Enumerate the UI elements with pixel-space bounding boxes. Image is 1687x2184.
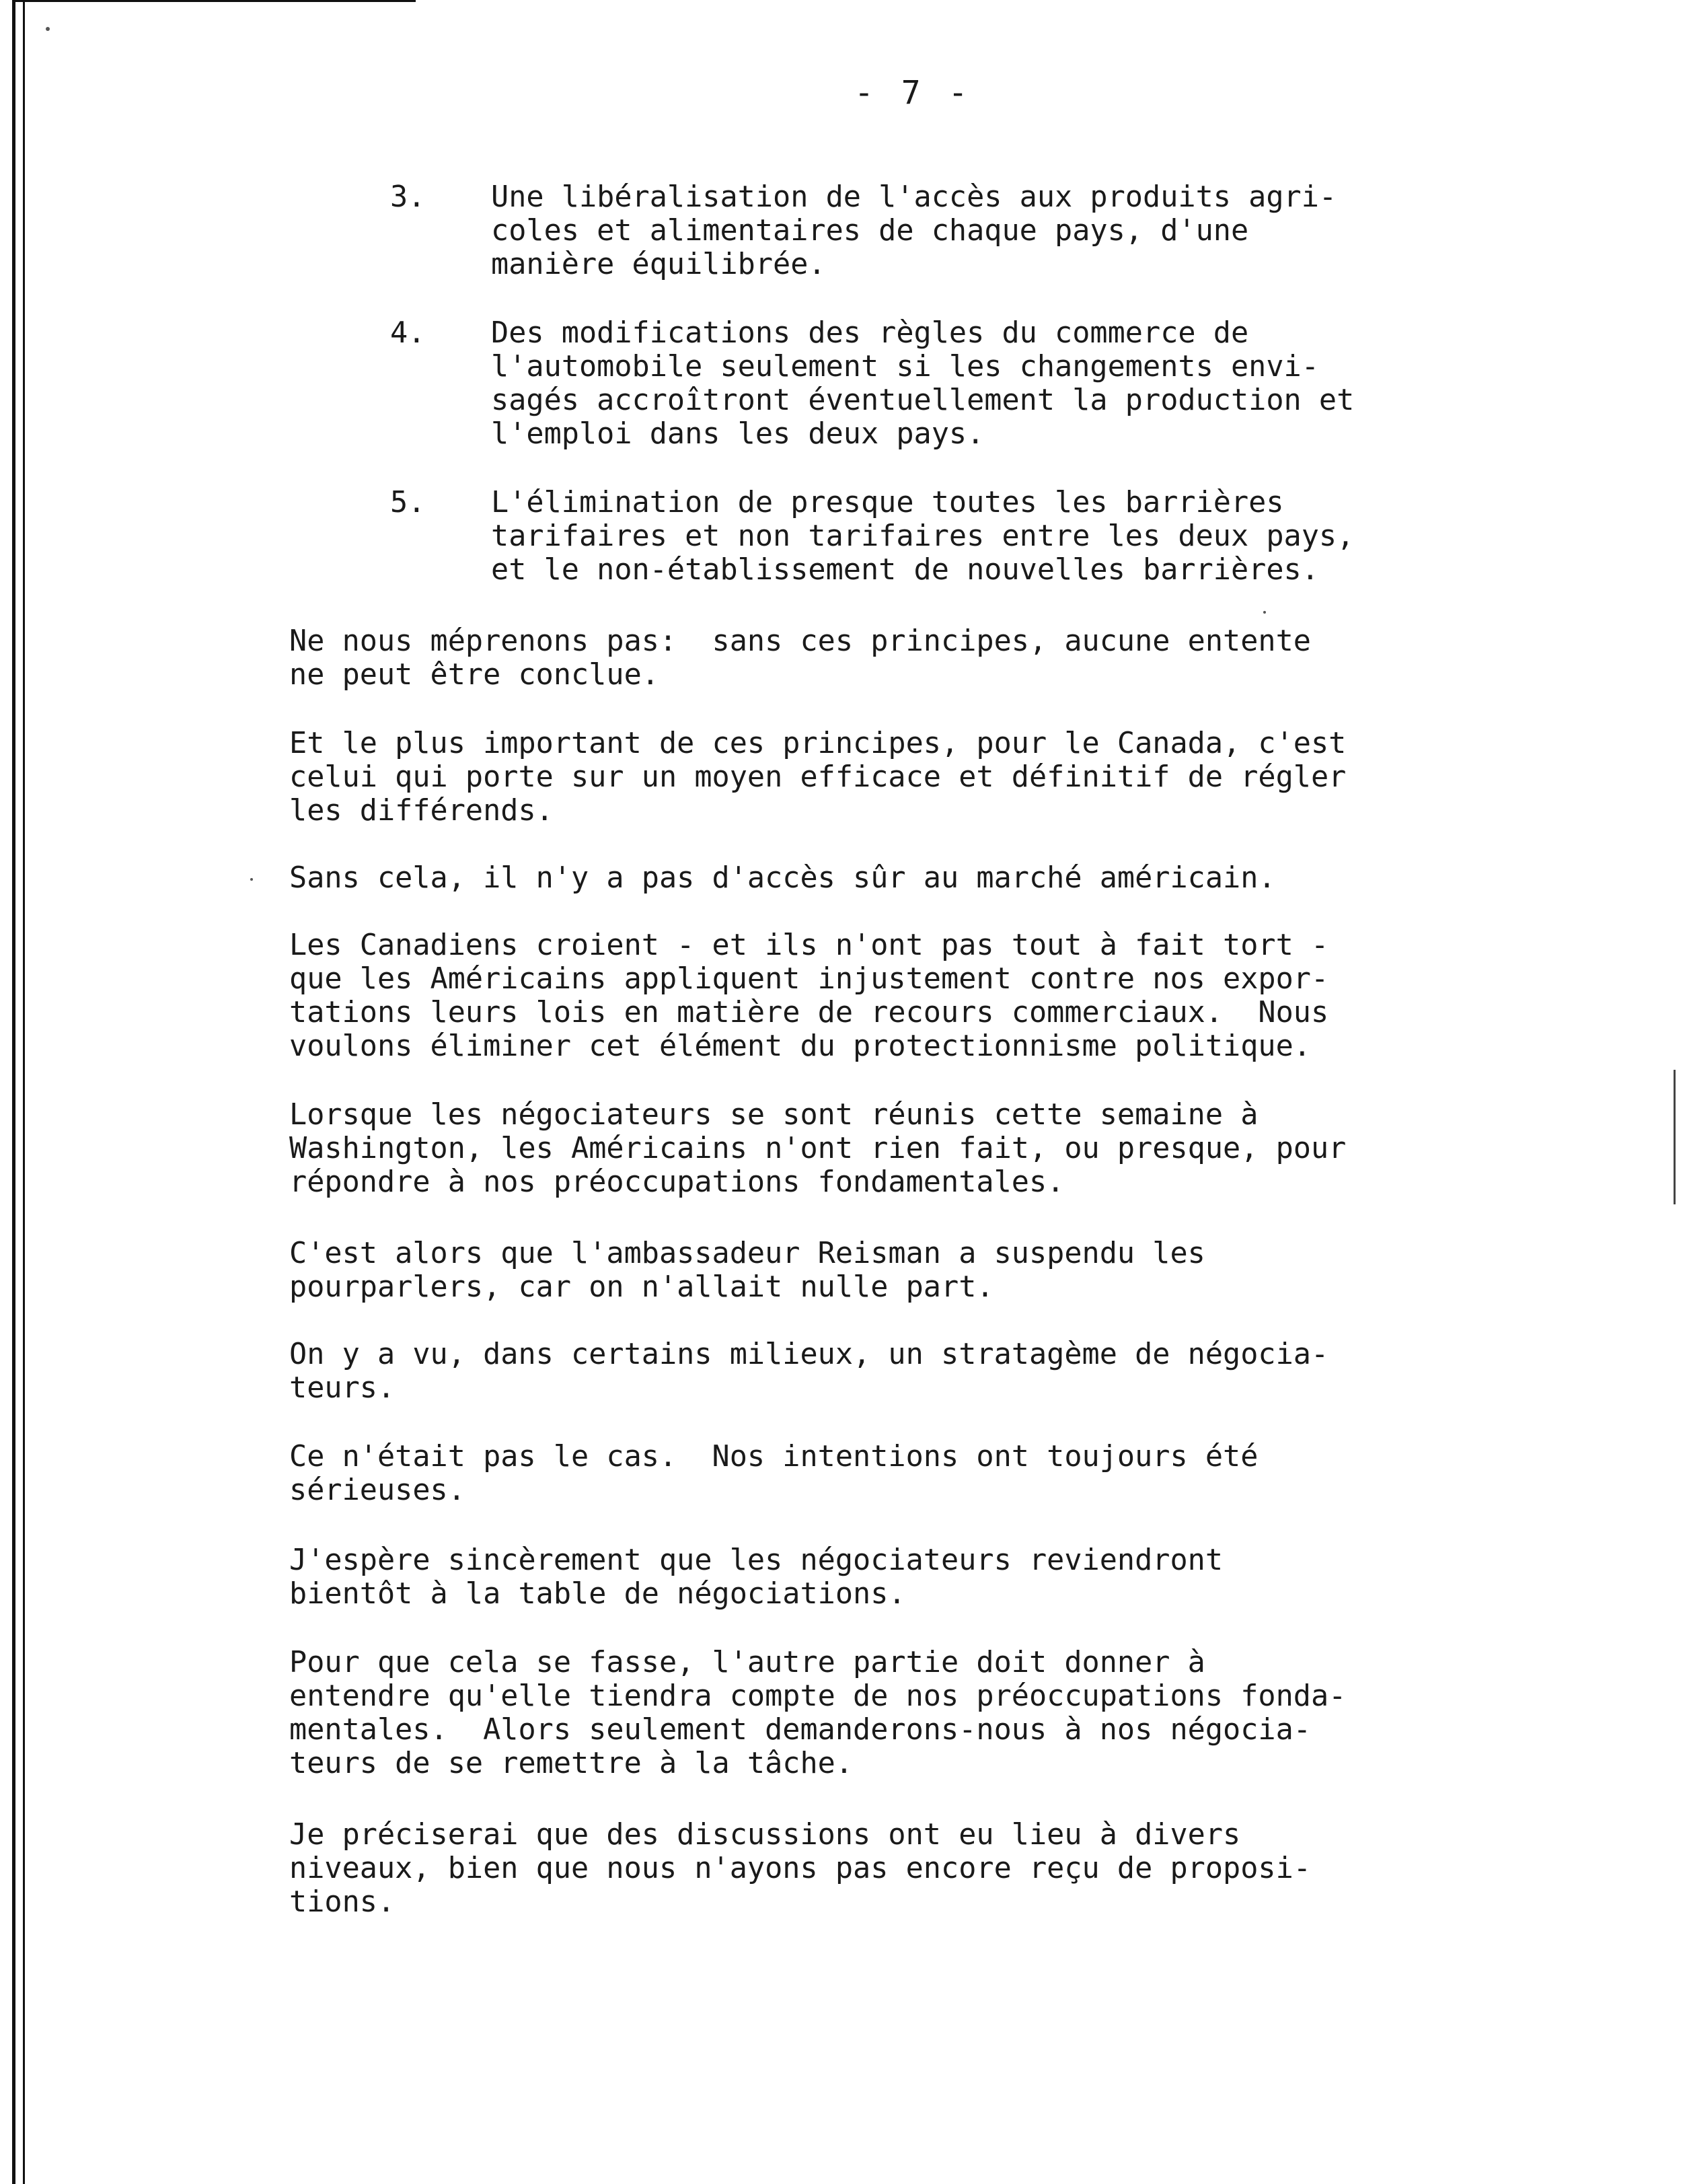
paragraph: J'espère sincèrement que les négociateurs reviendront bientôt à la table de négociations. bbox=[289, 1543, 1224, 1611]
list-item-number: 5. bbox=[390, 486, 426, 519]
top-edge-line bbox=[12, 0, 416, 2]
paragraph: Et le plus important de ces principes, pour le Canada, c'est celui qui porte sur un moyen efficace et définitif de régler les différends. bbox=[289, 727, 1347, 828]
page-number: - 7 - bbox=[854, 74, 972, 112]
paragraph: Ne nous méprenons pas: sans ces principes, aucune entente ne peut être conclue. bbox=[289, 624, 1311, 692]
paragraph: Lorsque les négociateurs se sont réunis cette semaine à Washington, les Américains n'ont rien fait, ou presque, pour répondre à nos préoccupations fondamentales. bbox=[289, 1098, 1347, 1199]
paragraph: Pour que cela se fasse, l'autre partie doit donner à entendre qu'elle tiendra compte de nos préoccupations fonda- mentales. Alors seulement demanderons-nous à nos négocia- teurs de se remettre à la tâche. bbox=[289, 1646, 1347, 1780]
paragraph: On y a vu, dans certains milieux, un stratagème de négocia- teurs. bbox=[289, 1338, 1329, 1405]
binding-edge-line bbox=[23, 0, 25, 2184]
list-item-text: L'élimination de presque toutes les barrières tarifaires et non tarifaires entre les deux pays, et le non-établissement de nouvelles barrières. bbox=[491, 486, 1355, 587]
list-item-text: Une libéralisation de l'accès aux produits agri- coles et alimentaires de chaque pays, d'une manière équilibrée. bbox=[491, 180, 1337, 281]
paragraph: Ce n'était pas le cas. Nos intentions ont toujours été sérieuses. bbox=[289, 1440, 1259, 1507]
scan-speck bbox=[1263, 611, 1266, 614]
scan-speck bbox=[250, 878, 253, 881]
right-edge-mark bbox=[1674, 1070, 1676, 1204]
list-item-text: Des modifications des règles du commerce de l'automobile seulement si les changements envi- sagés accroîtront éventuellement la production et l'emploi dans les deux pays. bbox=[491, 316, 1355, 451]
scan-speck bbox=[46, 27, 50, 31]
binding-edge-line bbox=[12, 0, 15, 2184]
paragraph: Sans cela, il n'y a pas d'accès sûr au marché américain. bbox=[289, 861, 1276, 895]
list-item-number: 3. bbox=[390, 180, 426, 214]
paragraph: Les Canadiens croient - et ils n'ont pas tout à fait tort - que les Américains appliquent injustement contre nos expor- tations leurs lois en matière de recours commerciaux. Nous voulons éliminer cet élément du protectionnisme politique. bbox=[289, 929, 1329, 1063]
list-item-number: 4. bbox=[390, 316, 426, 350]
paragraph: C'est alors que l'ambassadeur Reisman a suspendu les pourparlers, car on n'allait nulle part. bbox=[289, 1237, 1205, 1304]
paragraph: Je préciserai que des discussions ont eu lieu à divers niveaux, bien que nous n'ayons pas encore reçu de proposi- tions. bbox=[289, 1818, 1311, 1919]
